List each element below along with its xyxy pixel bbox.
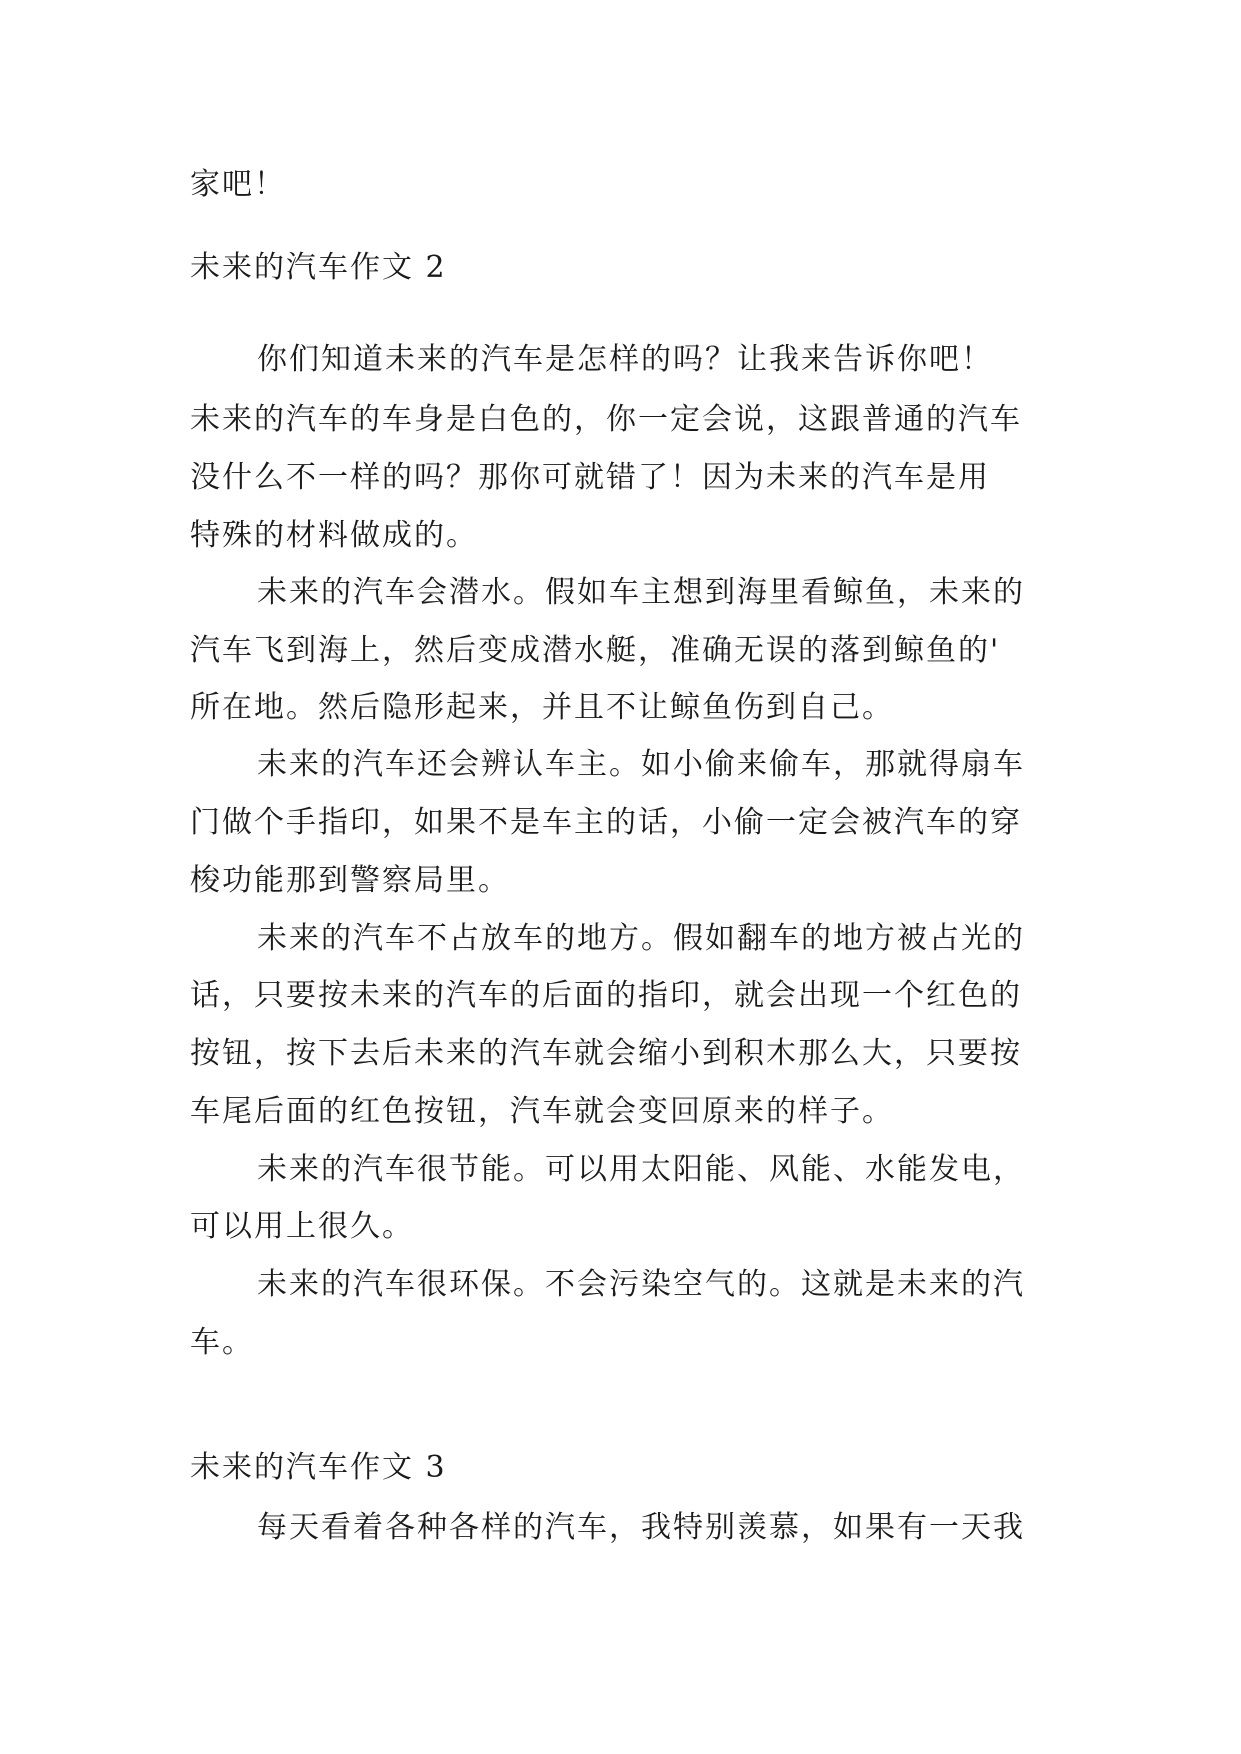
paragraph-line: 车。 (190, 1325, 254, 1360)
paragraph-line: 未来的汽车很环保。不会污染空气的。这就是未来的汽 (257, 1267, 1025, 1302)
paragraph-line: 车尾后面的红色按钮，汽车就会变回原来的样子。 (190, 1094, 894, 1129)
paragraph-line: 未来的汽车不占放车的地方。假如翻车的地方被占光的 (257, 921, 1025, 956)
paragraph-line: 特殊的材料做成的。 (190, 518, 478, 553)
paragraph-line: 没什么不一样的吗？那你可就错了！因为未来的汽车是用 (190, 460, 990, 495)
paragraph-line-continuation: 家吧！ (190, 167, 286, 202)
paragraph-line: 未来的汽车会潜水。假如车主想到海里看鲸鱼，未来的 (257, 575, 1025, 610)
essay-title-3: 未来的汽车作文 3 (190, 1450, 447, 1485)
paragraph-line: 所在地。然后隐形起来，并且不让鲸鱼伤到自己。 (190, 690, 894, 725)
paragraph-line: 梭功能那到警察局里。 (190, 863, 510, 898)
essay-title-2: 未来的汽车作文 2 (190, 250, 447, 285)
paragraph-line: 门做个手指印，如果不是车主的话，小偷一定会被汽车的穿 (190, 805, 1022, 840)
paragraph-line: 汽车飞到海上，然后变成潜水艇，准确无误的落到鲸鱼的' (190, 633, 1001, 668)
paragraph-line: 未来的汽车还会辨认车主。如小偷来偷车，那就得扇车 (257, 747, 1025, 782)
paragraph-line: 你们知道未来的汽车是怎样的吗？让我来告诉你吧！ (257, 342, 993, 377)
paragraph-line: 话，只要按未来的汽车的后面的指印，就会出现一个红色的 (190, 978, 1022, 1013)
paragraph-line: 按钮，按下去后未来的汽车就会缩小到积木那么大，只要按 (190, 1036, 1022, 1071)
paragraph-line: 未来的汽车的车身是白色的，你一定会说，这跟普通的汽车 (190, 402, 1022, 437)
paragraph-line: 未来的汽车很节能。可以用太阳能、风能、水能发电， (257, 1152, 1025, 1187)
paragraph-line: 每天看着各种各样的汽车，我特别羡慕，如果有一天我 (257, 1510, 1025, 1545)
paragraph-line: 可以用上很久。 (190, 1209, 414, 1244)
